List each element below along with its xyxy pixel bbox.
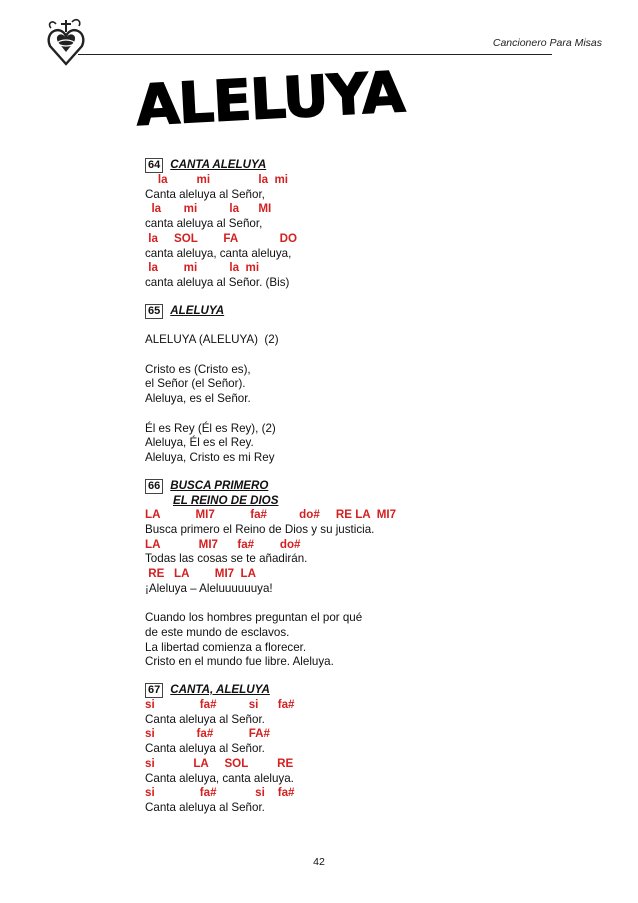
lyric-line: ¡Aleluya – Aleluuuuuuya! (145, 581, 273, 595)
header-divider (78, 54, 552, 55)
lyric-line: Canta aleluya al Señor. (145, 800, 265, 814)
lyric-line: Canta aleluya al Señor. (145, 712, 265, 726)
lyric-line: Canta aleluya, canta aleluya. (145, 771, 294, 785)
chord-line: si fa# si fa# (145, 786, 295, 800)
song-subtitle: EL REINO DE DIOS (173, 493, 279, 507)
lyric-line: el Señor (el Señor). (145, 377, 246, 391)
song-title: BUSCA PRIMERO (170, 478, 269, 492)
lyric-line: de este mundo de esclavos. (145, 625, 290, 639)
chord-line: la SOL FA DO (145, 231, 298, 245)
lyric-line: Cristo es (Cristo es), (145, 362, 251, 376)
blank-line (145, 348, 565, 363)
song-header (145, 304, 565, 319)
song-header (145, 479, 565, 494)
chord-line: si fa# FA# (145, 727, 270, 741)
chord-line: LA MI7 fa# do# (145, 537, 301, 551)
song-header (145, 158, 565, 173)
lyric-line: canta aleluya al Señor. (Bis) (145, 275, 290, 289)
lyric-line: ALELUYA (ALELUYA) (2) (145, 333, 279, 347)
song-block (145, 479, 565, 670)
lyric-line: Canta aleluya al Señor. (145, 742, 265, 756)
blank-line (145, 319, 565, 334)
lyric-line: canta aleluya al Señor, (145, 217, 263, 231)
lyric-line: La libertad comienza a florecer. (145, 640, 307, 654)
song-title: CANTA, ALELUYA (170, 683, 270, 697)
lyric-line: Aleluya, Él es el Rey. (145, 436, 254, 450)
song-number: 67 (145, 683, 163, 698)
section-heading: ALELUYA (134, 60, 406, 139)
lyric-line: Cuando los hombres preguntan el por qué (145, 611, 363, 625)
chord-line: si fa# si fa# (145, 698, 295, 712)
page-number: 42 (313, 856, 325, 868)
lyric-line: Cristo en el mundo fue libre. Aleluya. (145, 655, 334, 669)
chord-line: LA MI7 fa# do# RE LA MI7 (145, 508, 397, 522)
sacred-heart-logo-icon (42, 18, 92, 68)
song-number: 65 (145, 304, 163, 319)
song-block (145, 304, 565, 466)
lyric-line: Canta aleluya al Señor, (145, 187, 265, 201)
chord-line: la mi la mi (145, 173, 289, 186)
song-number: 66 (145, 479, 163, 494)
lyric-line: Él es Rey (Él es Rey), (2) (145, 421, 276, 435)
chord-line: RE LA MI7 LA (145, 567, 257, 581)
lyric-line: Busca primero el Reino de Dios y su justicia. (145, 523, 375, 537)
chord-line: si LA SOL RE (145, 756, 294, 770)
lyric-line: Aleluya, es el Señor. (145, 392, 251, 406)
song-title: ALELUYA (170, 303, 225, 317)
song-title: CANTA ALELUYA (170, 158, 267, 171)
song-block (145, 158, 565, 291)
header-title: Cancionero Para Misas (492, 37, 602, 49)
blank-line (145, 407, 565, 422)
song-header (145, 683, 565, 698)
blank-line (145, 597, 565, 612)
chord-line: la mi la mi (145, 261, 260, 275)
lyric-line: Aleluya, Cristo es mi Rey (145, 450, 275, 464)
song-list (145, 158, 565, 829)
song-number: 64 (145, 158, 163, 173)
chord-line: la mi la MI (145, 202, 272, 216)
lyric-line: Todas las cosas se te añadirán. (145, 552, 308, 566)
lyric-line: canta aleluya, canta aleluya, (145, 246, 292, 260)
song-block (145, 683, 565, 816)
